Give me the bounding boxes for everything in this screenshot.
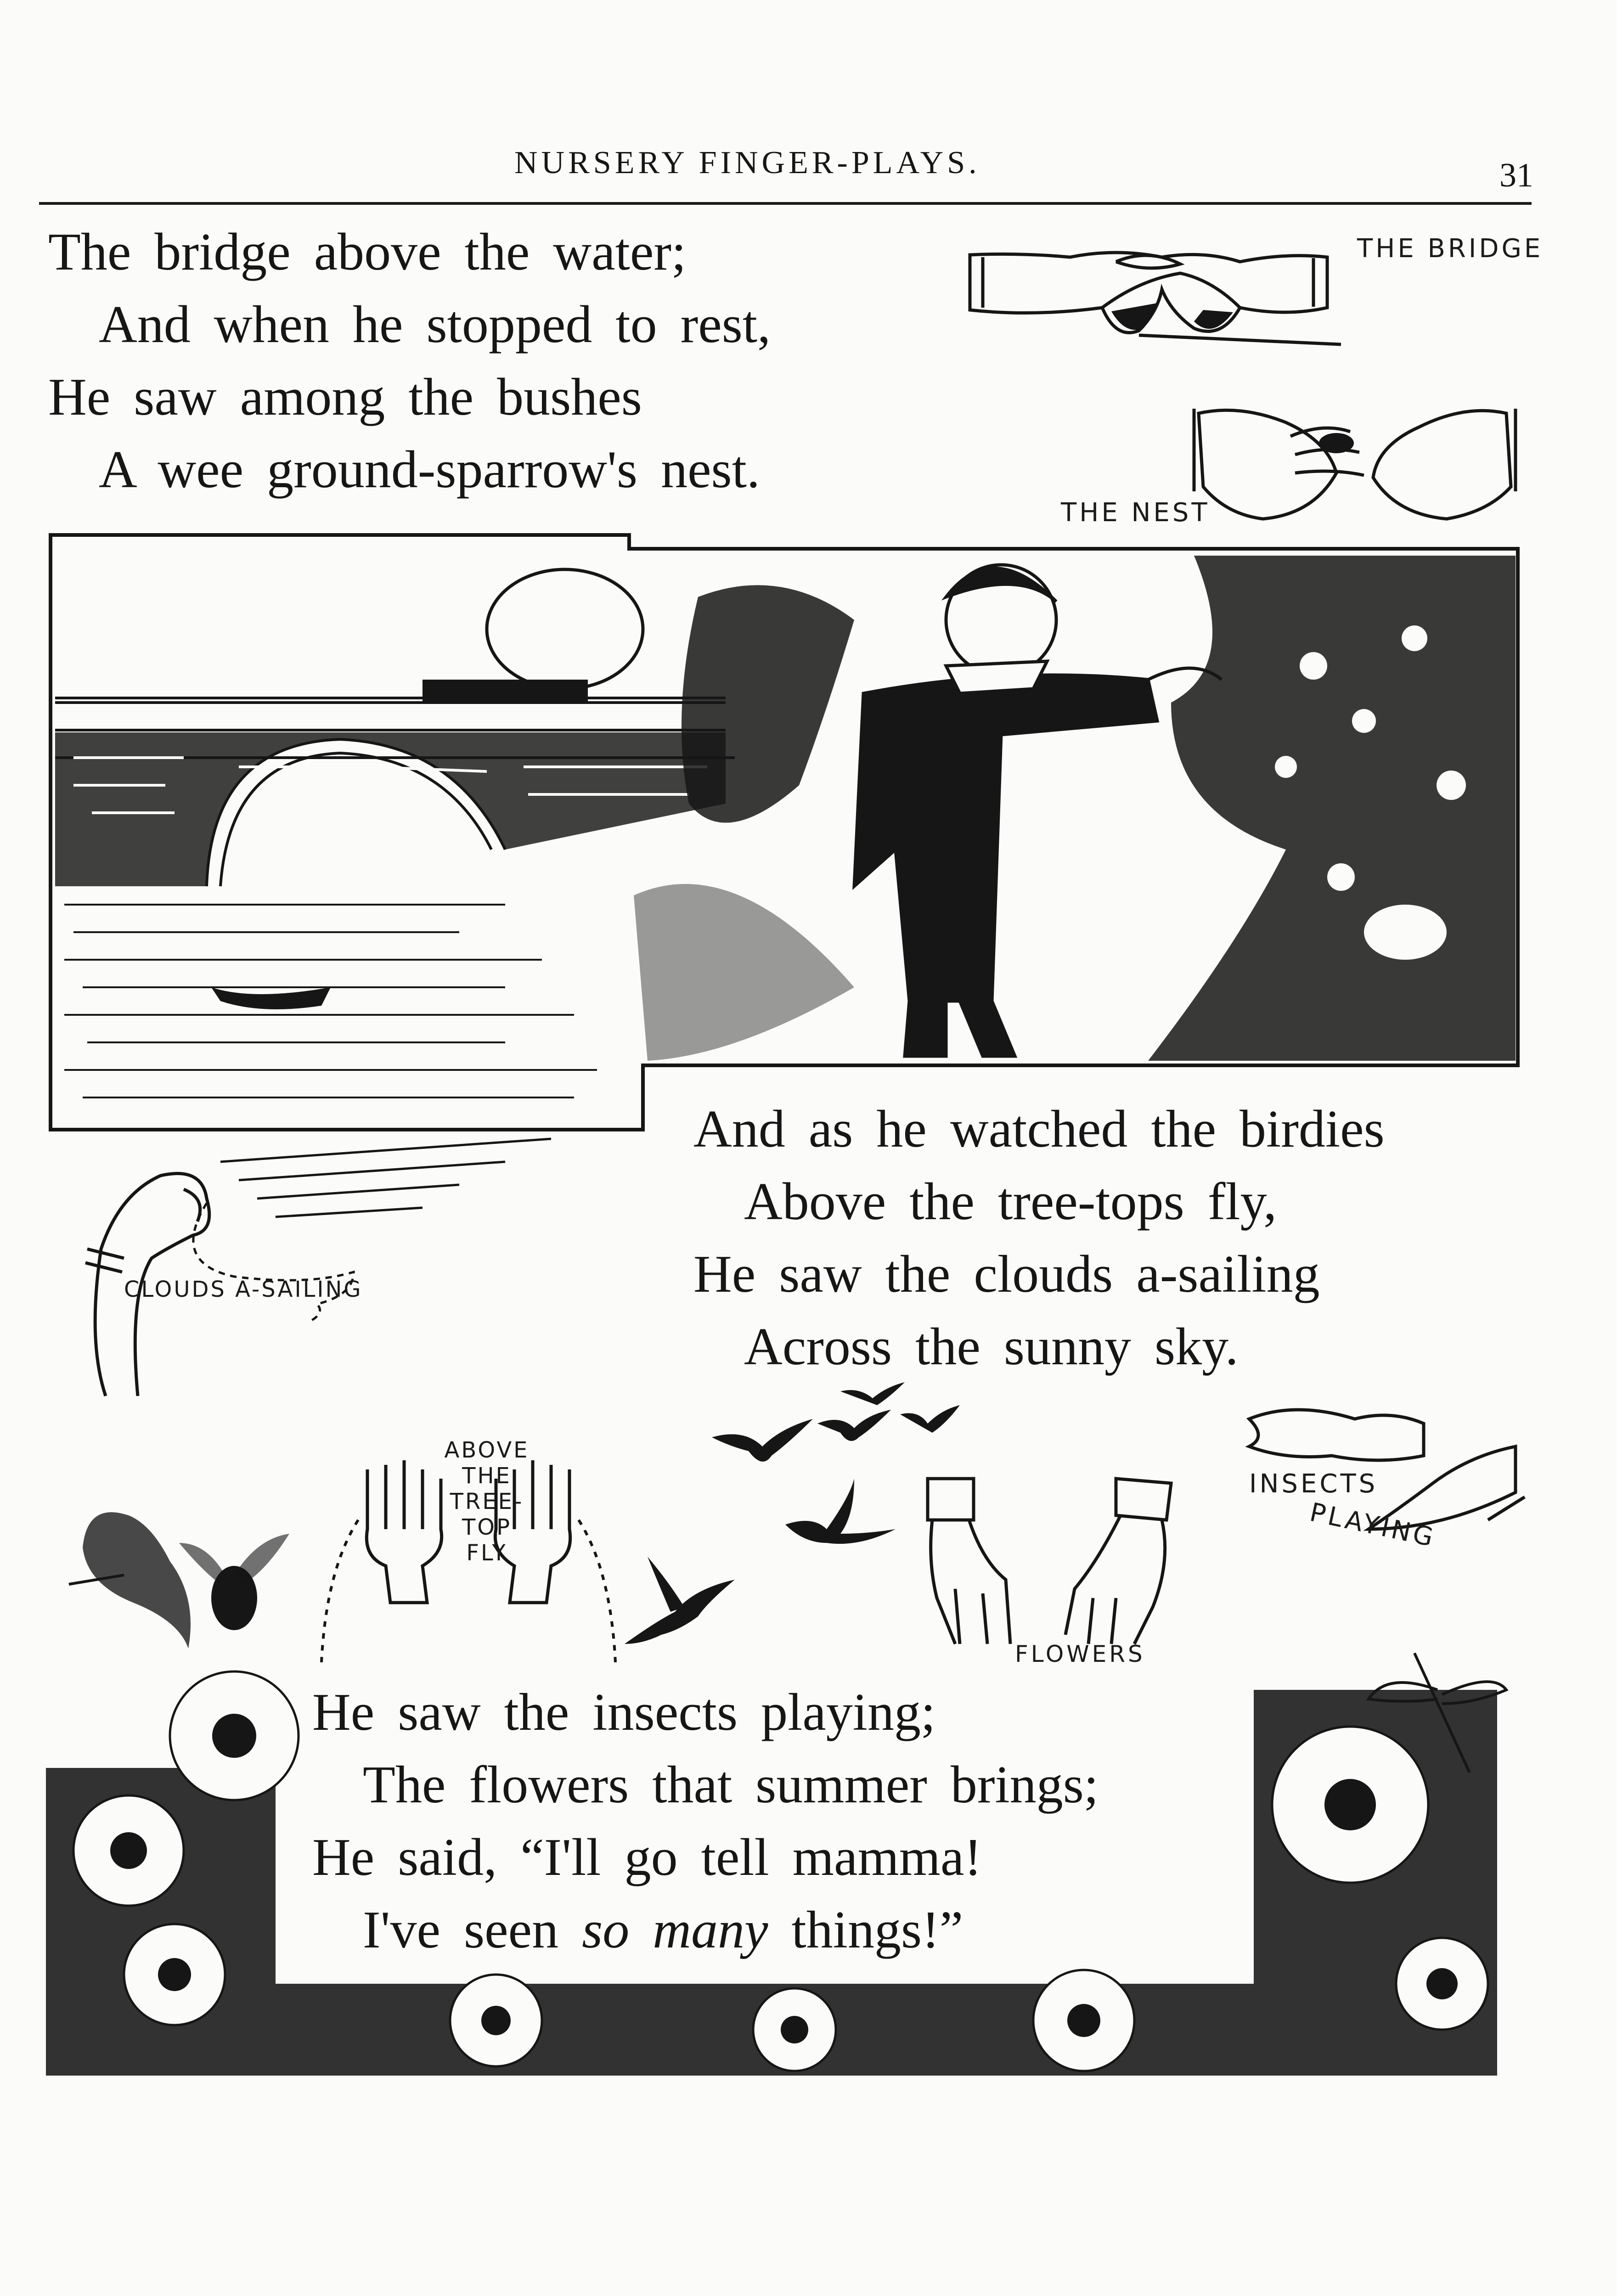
butterfly-bee-icon	[60, 1506, 299, 1658]
label-clouds-a-sailing: CLOUDS A-SAILING	[124, 1277, 363, 1302]
running-head: NURSERY FINGER-PLAYS.	[514, 145, 980, 180]
verse-line: Above the tree-tops fly,	[744, 1172, 1277, 1231]
verse-line: The flowers that summer brings;	[363, 1756, 1099, 1814]
page-number: 31	[1499, 157, 1533, 194]
stanza-3	[312, 1676, 1099, 1966]
verse-line: The bridge above the water;	[48, 223, 687, 281]
verse-line: And when he stopped to rest,	[99, 295, 771, 354]
verse-line: And as he watched the birdies	[693, 1100, 1385, 1159]
label-above-line: ABOVE	[444, 1437, 530, 1463]
verse-line: He saw the insects playing;	[312, 1683, 936, 1742]
label-above-line: FLY	[466, 1540, 507, 1566]
label-the-nest: THE NEST	[1061, 498, 1210, 528]
verse-line: He said, “I'll go tell mamma!	[312, 1828, 982, 1887]
label-the-bridge: THE BRIDGE	[1357, 234, 1544, 264]
flowers-hands-icon	[914, 1469, 1212, 1662]
bridge-hands-icon	[964, 230, 1341, 367]
verse-line: He saw among the bushes	[48, 368, 642, 427]
stanza-2	[693, 1093, 1385, 1383]
verse-line: He saw the clouds a-sailing	[693, 1245, 1320, 1304]
verse-line: A wee ground-sparrow's nest.	[99, 440, 760, 499]
stanza-1	[48, 216, 771, 506]
verse-line: Across the sunny sky.	[744, 1317, 1239, 1376]
verse-line-last	[312, 1894, 1099, 1966]
label-above-line: TREE-	[450, 1489, 524, 1514]
swallow-icon	[620, 1552, 739, 1653]
nest-hands-icon	[1185, 395, 1525, 533]
label-above-line: TOP	[462, 1514, 512, 1540]
bridge-scene-illustration	[46, 528, 1520, 1134]
label-flowers: FLOWERS	[1015, 1641, 1145, 1667]
label-above-line: THE	[462, 1463, 512, 1489]
label-playing: PLAYING	[1307, 1497, 1439, 1553]
label-insects: INSECTS	[1249, 1469, 1378, 1499]
verse-italic-text: so many	[582, 1901, 768, 1959]
label-above-tree-top-fly	[427, 1437, 547, 1566]
verse-text: things!”	[768, 1901, 963, 1959]
verse-text: I've seen	[363, 1901, 582, 1959]
